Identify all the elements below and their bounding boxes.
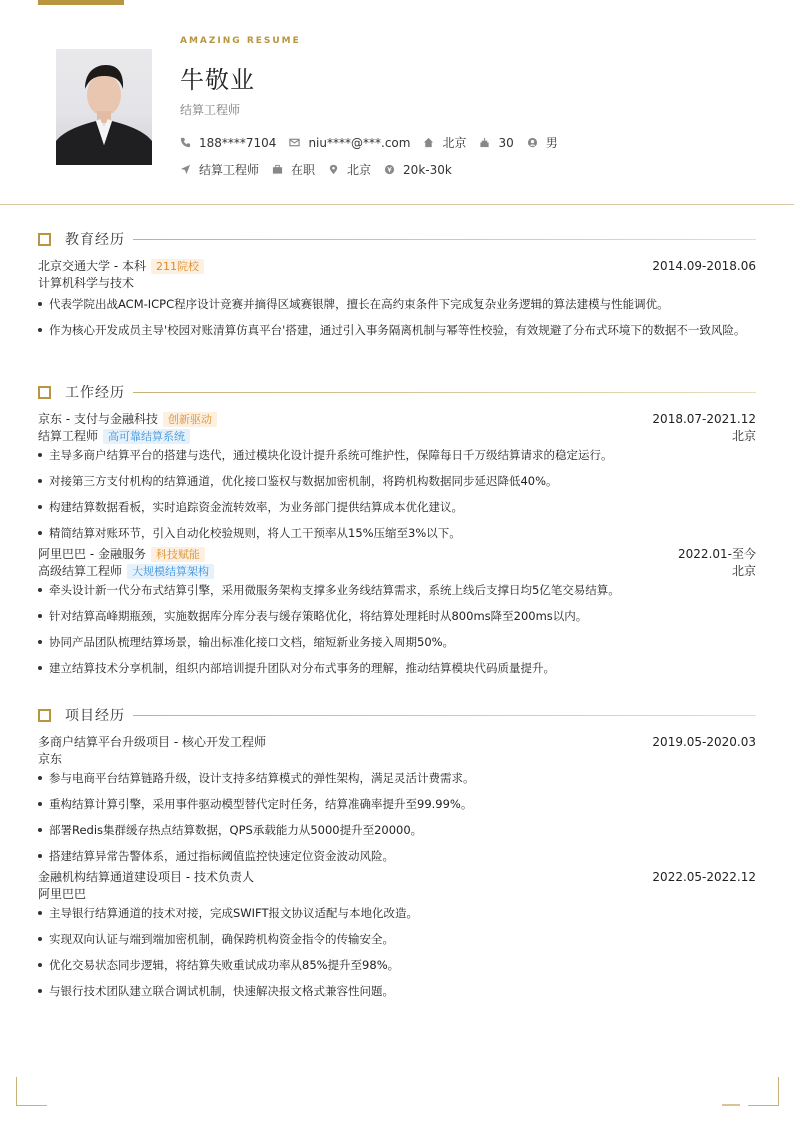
section-title: 教育经历 — [65, 232, 125, 248]
intent-position-info — [180, 161, 259, 178]
list-item: 对接第三方支付机构的结算通道，优化接口鉴权与数据加密机制，将跨机构数据同步延迟降低40%。 — [38, 471, 756, 492]
salary-text: 20k-30k — [403, 162, 452, 177]
work-heading — [38, 383, 756, 401]
header-divider — [0, 204, 794, 205]
user-icon — [527, 137, 538, 148]
gender-text: 男 — [545, 136, 558, 150]
section-marker-icon — [38, 386, 51, 399]
job-bullets — [38, 580, 756, 679]
mail-icon — [289, 137, 300, 148]
school-tag: 211院校 — [151, 259, 204, 274]
age-info — [479, 136, 513, 150]
education-date: 2014.09-2018.06 — [652, 259, 756, 273]
list-item: 针对结算高峰期瓶颈，实施数据库分库分表与缓存策略优化，将结算处理耗时从800ms降至200ms以内。 — [38, 606, 756, 627]
intent-city-text: 北京 — [347, 163, 372, 177]
email-text: niu****@***.com — [308, 135, 411, 150]
education-section — [38, 230, 756, 341]
cake-icon — [479, 137, 490, 148]
company-name: 京东 - 支付与金融科技 — [38, 412, 158, 426]
projects-heading — [38, 706, 756, 724]
phone-info — [180, 136, 276, 150]
project-date: 2019.05-2020.03 — [652, 735, 756, 749]
profile-photo — [56, 49, 152, 165]
project-bullets — [38, 903, 756, 1002]
corner-decoration-right — [748, 1077, 779, 1106]
list-item: 作为核心开发成员主导'校园对账清算仿真平台'搭建，通过引入事务隔离机制与幂等性校验，有效规避了分布式环境下的数据不一致风险。 — [38, 320, 756, 341]
list-item: 建立结算技术分享机制，组织内部培训提升团队对分布式事务的理解，推动结算模块代码质量提升。 — [38, 658, 756, 679]
section-title: 项目经历 — [65, 708, 125, 724]
job-role-row — [38, 428, 756, 445]
list-item: 精简结算对账环节，引入自动化校验规则，将人工干预率从15%压缩至3%以下。 — [38, 523, 756, 544]
list-item: 实现双向认证与端到端加密机制，确保跨机构资金指令的传输安全。 — [38, 929, 756, 950]
section-marker-icon — [38, 709, 51, 722]
job-date: 2018.07-2021.12 — [652, 412, 756, 426]
major: 计算机科学与技术 — [38, 276, 135, 290]
project-entry — [38, 869, 756, 1002]
phone-icon — [180, 137, 191, 148]
company-tag: 科技赋能 — [151, 547, 205, 562]
project-header — [38, 869, 756, 886]
job-entry — [38, 411, 756, 544]
list-item: 主导多商户结算平台的搭建与迭代，通过模块化设计提升系统可维护性，保障每日千万级结算请求的稳定运行。 — [38, 445, 756, 466]
home-icon — [423, 137, 434, 148]
job-intent-row — [180, 161, 465, 178]
education-entry-header — [38, 258, 756, 275]
job-role-row — [38, 563, 756, 580]
project-date: 2022.05-2022.12 — [652, 870, 756, 884]
list-item: 牵头设计新一代分布式结算引擎，采用微服务架构支撑多业务线结算需求，系统上线后支撑日均5亿笔交易结算。 — [38, 580, 756, 601]
salary-icon — [384, 164, 395, 175]
list-item: 部署Redis集群缓存热点结算数据，QPS承载能力从5000提升至20000。 — [38, 820, 756, 841]
projects-section — [38, 706, 756, 1002]
list-item: 构建结算数据看板，实时追踪资金流转效率，为业务部门提供结算成本优化建议。 — [38, 497, 756, 518]
corner-decoration-left — [16, 1077, 47, 1106]
job-location: 北京 — [731, 564, 756, 578]
school-name: 北京交通大学 - 本科 — [38, 259, 146, 273]
location-pin-icon — [328, 164, 339, 175]
gender-info — [527, 134, 558, 151]
list-item: 代表学院出战ACM-ICPC程序设计竞赛并摘得区域赛银牌，擅长在高约束条件下完成复杂业务逻辑的算法建模与性能调优。 — [38, 294, 756, 315]
brand-label: AMAZING RESUME — [180, 36, 301, 46]
send-icon — [180, 164, 191, 175]
residence-info — [423, 134, 466, 151]
job-role: 高级结算工程师 — [38, 564, 123, 578]
job-title: 结算工程师 — [180, 103, 241, 117]
job-entry — [38, 546, 756, 679]
top-accent-bar — [38, 0, 124, 5]
job-status-info — [272, 161, 315, 178]
company-tag: 创新驱动 — [163, 412, 217, 427]
corner-accent-dash — [722, 1104, 740, 1106]
list-item: 搭建结算异常告警体系，通过指标阈值监控快速定位资金波动风险。 — [38, 846, 756, 867]
role-tag: 大规模结算架构 — [127, 564, 214, 579]
job-status-text: 在职 — [291, 163, 316, 177]
section-title: 工作经历 — [65, 385, 125, 401]
project-entry — [38, 734, 756, 867]
list-item: 参与电商平台结算链路升级，设计支持多结算模式的弹性架构，满足灵活计费需求。 — [38, 768, 756, 789]
project-name: 多商户结算平台升级项目 - 核心开发工程师 — [38, 735, 266, 749]
job-location: 北京 — [731, 429, 756, 443]
residence-text: 北京 — [442, 136, 467, 150]
intent-city-info — [328, 161, 371, 178]
list-item: 与银行技术团队建立联合调试机制，快速解决报文格式兼容性问题。 — [38, 981, 756, 1002]
job-date: 2022.01-至今 — [678, 547, 756, 561]
project-bullets — [38, 768, 756, 867]
list-item: 优化交易状态同步逻辑，将结算失败重试成功率从85%提升至98%。 — [38, 955, 756, 976]
education-bullets — [38, 294, 756, 341]
list-item: 主导银行结算通道的技术对接，完成SWIFT报文协议适配与本地化改造。 — [38, 903, 756, 924]
salary-info — [384, 163, 452, 177]
age-text: 30 — [498, 135, 514, 150]
project-org: 京东 — [38, 752, 63, 766]
section-divider — [133, 239, 756, 240]
candidate-name: 牛敬业 — [180, 66, 255, 94]
job-role: 结算工程师 — [38, 429, 99, 443]
work-section — [38, 383, 756, 679]
job-header — [38, 411, 756, 428]
list-item: 协同产品团队梳理结算场景，输出标准化接口文档，缩短新业务接入周期50%。 — [38, 632, 756, 653]
briefcase-icon — [272, 164, 283, 175]
section-divider — [133, 392, 756, 393]
intent-position-text: 结算工程师 — [199, 163, 260, 177]
list-item: 重构结算计算引擎，采用事件驱动模型替代定时任务，结算准确率提升至99.99%。 — [38, 794, 756, 815]
company-name: 阿里巴巴 - 金融服务 — [38, 547, 146, 561]
contact-info-row — [180, 134, 571, 151]
role-tag: 高可靠结算系统 — [103, 429, 190, 444]
job-header — [38, 546, 756, 563]
section-divider — [133, 715, 756, 716]
email-info — [289, 136, 410, 150]
education-heading — [38, 230, 756, 248]
section-marker-icon — [38, 233, 51, 246]
project-name: 金融机构结算通道建设项目 - 技术负责人 — [38, 870, 254, 884]
project-org: 阿里巴巴 — [38, 887, 87, 901]
project-header — [38, 734, 756, 751]
job-bullets — [38, 445, 756, 544]
phone-text: 188****7104 — [199, 135, 277, 150]
